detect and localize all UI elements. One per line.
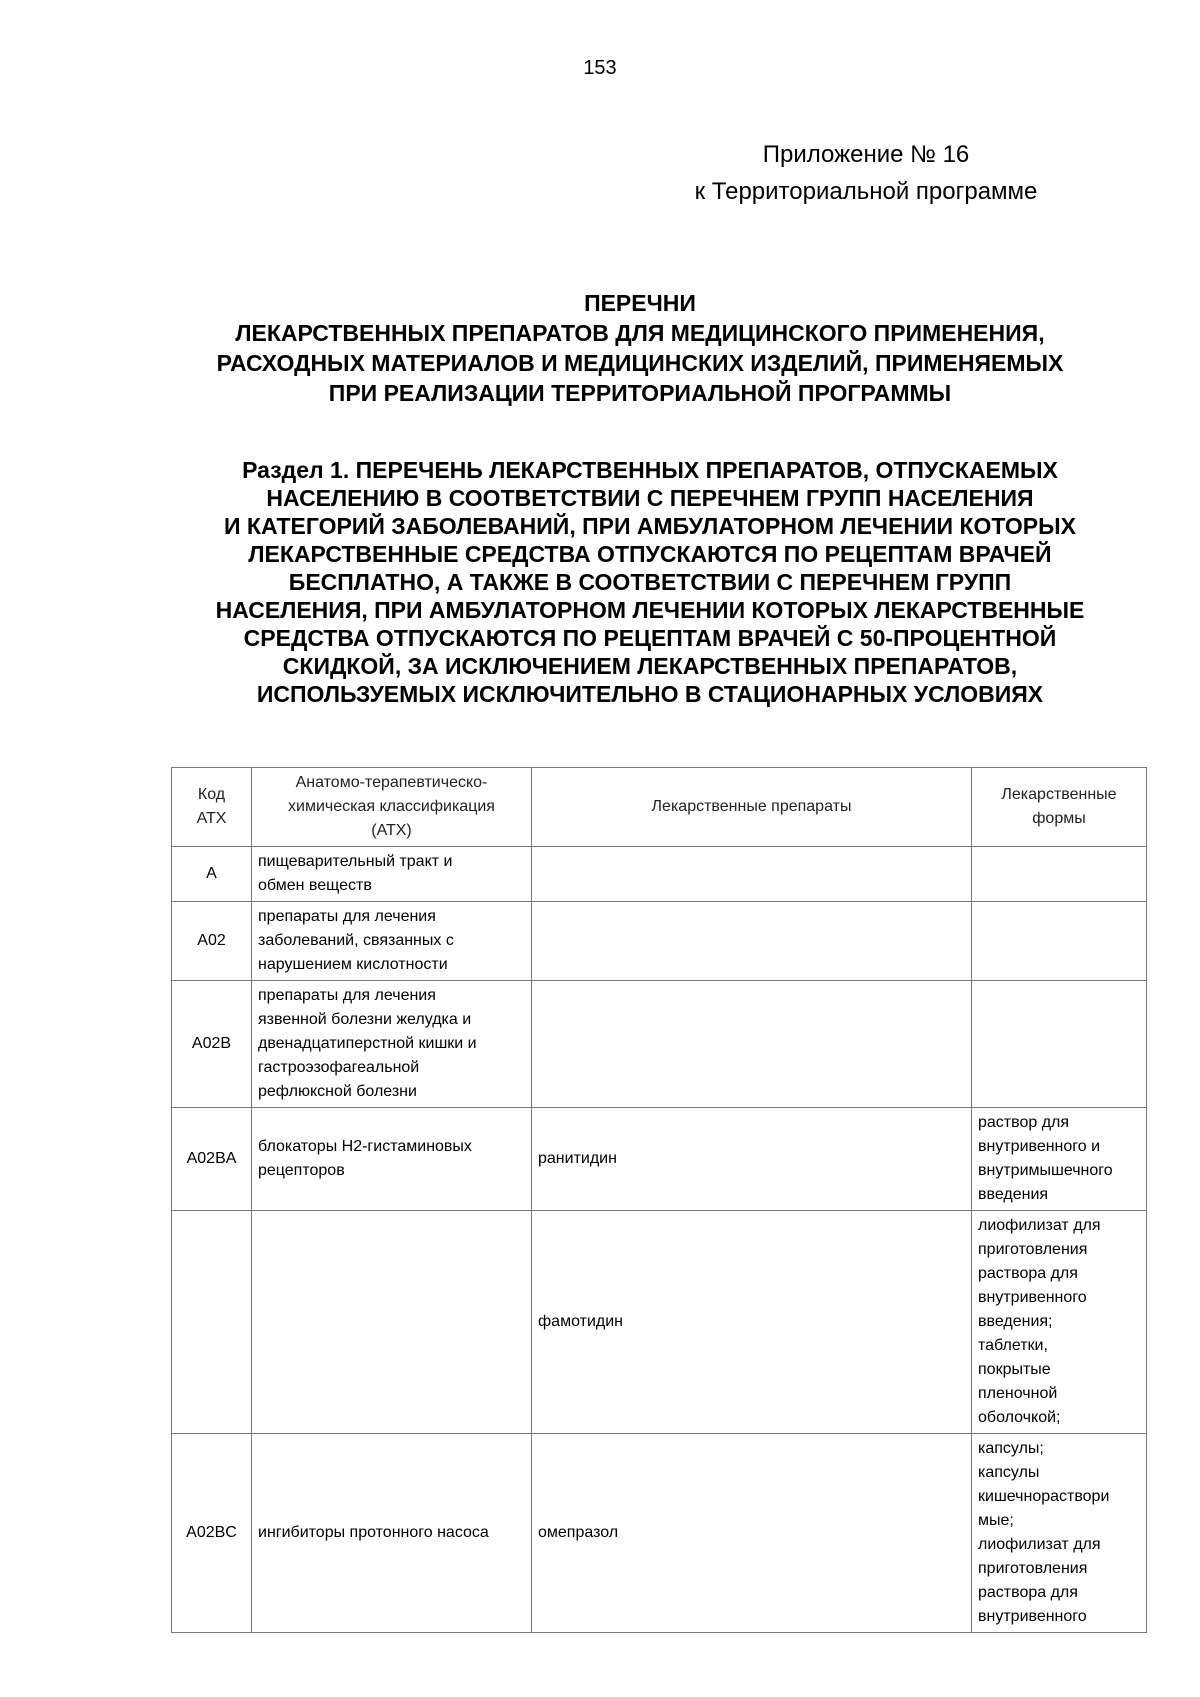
drugs-table (171, 767, 1147, 1633)
title-line: ЛЕКАРСТВЕННЫХ ПРЕПАРАТОВ ДЛЯ МЕДИЦИНСКОГО ПРИМЕНЕНИЯ, (235, 320, 1045, 346)
table-row (172, 981, 1147, 1108)
section-line: ИСПОЛЬЗУЕМЫХ ИСКЛЮЧИТЕЛЬНО В СТАЦИОНАРНЫХ УСЛОВИЯХ (256, 681, 1044, 707)
cell-line: капсулы; (978, 1440, 1044, 1457)
cell-classification (252, 1211, 532, 1434)
cell-line: введения (978, 1186, 1049, 1203)
cell-line: язвенной болезни желудка и (258, 1011, 472, 1028)
cell-line: препараты для лечения (258, 987, 436, 1004)
cell-line: препараты для лечения (258, 908, 436, 925)
cell-drug (532, 981, 972, 1108)
appendix-reference (616, 136, 1116, 210)
cell-line: капсулы (978, 1464, 1040, 1481)
cell-line: покрытые (978, 1361, 1051, 1378)
cell-line: внутримышечного (978, 1162, 1113, 1179)
cell-line: раствор для (978, 1114, 1070, 1131)
cell-line: Анатомо-терапевтическо- (295, 774, 488, 791)
cell-line: мые; (978, 1512, 1014, 1529)
title-line: ПРИ РЕАЛИЗАЦИИ ТЕРРИТОРИАЛЬНОЙ ПРОГРАММЫ (328, 380, 952, 406)
section-line: Раздел 1. ПЕРЕЧЕНЬ ЛЕКАРСТВЕННЫХ ПРЕПАРАТОВ, ОТПУСКАЕМЫХ (242, 457, 1058, 483)
cell-forms (972, 902, 1147, 981)
section-line: И КАТЕГОРИЙ ЗАБОЛЕВАНИЙ, ПРИ АМБУЛАТОРНОМ ЛЕЧЕНИИ КОТОРЫХ (224, 513, 1076, 539)
cell-line: раствора для (978, 1584, 1078, 1601)
table-row (172, 1108, 1147, 1211)
cell-line: гастроэзофагеальной (258, 1059, 420, 1076)
cell-line: лиофилизат для (978, 1536, 1101, 1553)
cell-line: химическая классификация (288, 798, 495, 815)
cell-forms (972, 1434, 1147, 1633)
cell-classification (252, 902, 532, 981)
section-line: СРЕДСТВА ОТПУСКАЮТСЯ ПО РЕЦЕПТАМ ВРАЧЕЙ С 50-ПРОЦЕНТНОЙ (243, 625, 1057, 651)
cell-line: раствора для (978, 1265, 1078, 1282)
cell-line: (АТХ) (371, 822, 412, 839)
section-line: БЕСПЛАТНО, А ТАКЖЕ В СООТВЕТСТВИИ С ПЕРЕЧНЕМ ГРУПП (288, 569, 1012, 595)
cell-line: внутривенного и (978, 1138, 1101, 1155)
cell-forms (972, 1211, 1147, 1434)
cell-classification (252, 981, 532, 1108)
header-code (172, 768, 252, 847)
cell-line: кишечнораствори (978, 1488, 1110, 1505)
table-row (172, 1434, 1147, 1633)
section-line: СКИДКОЙ, ЗА ИСКЛЮЧЕНИЕМ ЛЕКАРСТВЕННЫХ ПРЕПАРАТОВ, (282, 653, 1018, 679)
cell-line: Лекарственные препараты (651, 798, 852, 815)
section-line: НАСЕЛЕНИЮ В СООТВЕТСТВИИ С ПЕРЕЧНЕМ ГРУПП НАСЕЛЕНИЯ (266, 485, 1034, 511)
cell-line: ингибиторы протонного насоса (258, 1524, 489, 1541)
cell-drug: омепразол (532, 1434, 972, 1633)
cell-atc-code: A02B (172, 981, 252, 1108)
table-header-row (172, 768, 1147, 847)
cell-atc-code: A02BA (172, 1108, 252, 1211)
cell-forms (972, 847, 1147, 902)
cell-line: нарушением кислотности (258, 956, 448, 973)
table-row (172, 847, 1147, 902)
cell-line: внутривенного (978, 1289, 1087, 1306)
title-line: РАСХОДНЫХ МАТЕРИАЛОВ И МЕДИЦИНСКИХ ИЗДЕЛИЙ, ПРИМЕНЯЕМЫХ (216, 350, 1064, 376)
cell-atc-code: A02 (172, 902, 252, 981)
drugs-table-body (172, 768, 1147, 1633)
document-title (150, 288, 1130, 408)
cell-drug: фамотидин (532, 1211, 972, 1434)
cell-line: Код (197, 786, 226, 803)
cell-forms (972, 981, 1147, 1108)
title-line: ПЕРЕЧНИ (584, 290, 696, 316)
header-drugs (532, 768, 972, 847)
cell-classification (252, 1434, 532, 1633)
cell-atc-code: A02BC (172, 1434, 252, 1633)
cell-classification (252, 1108, 532, 1211)
cell-forms (972, 1108, 1147, 1211)
cell-line: заболеваний, связанных с (258, 932, 454, 949)
cell-drug (532, 902, 972, 981)
cell-line: двенадцатиперстной кишки и (258, 1035, 477, 1052)
page-number: 153 (583, 57, 617, 79)
cell-line: таблетки, (978, 1337, 1048, 1354)
cell-line: пленочной (978, 1385, 1058, 1402)
section-line: НАСЕЛЕНИЯ, ПРИ АМБУЛАТОРНОМ ЛЕЧЕНИИ КОТОРЫХ ЛЕКАРСТВЕННЫЕ (215, 597, 1085, 623)
cell-line: формы (1032, 810, 1086, 827)
cell-line: блокаторы H2-гистаминовых (258, 1138, 472, 1155)
cell-line: пищеварительный тракт и (258, 853, 453, 870)
cell-line: рецепторов (258, 1162, 345, 1179)
cell-drug (532, 847, 972, 902)
cell-atc-code (172, 1211, 252, 1434)
cell-atc-code: A (172, 847, 252, 902)
cell-line: обмен веществ (258, 877, 372, 894)
header-forms (972, 768, 1147, 847)
cell-line: приготовления (978, 1241, 1088, 1258)
cell-line: введения; (978, 1313, 1053, 1330)
appendix-line-1: Приложение № 16 (762, 141, 970, 168)
cell-drug: ранитидин (532, 1108, 972, 1211)
cell-line: АТХ (196, 810, 227, 827)
cell-line: приготовления (978, 1560, 1088, 1577)
cell-line: внутривенного (978, 1608, 1087, 1625)
table-row (172, 1211, 1147, 1434)
appendix-line-2: к Территориальной программе (694, 178, 1038, 205)
cell-line: лиофилизат для (978, 1217, 1101, 1234)
header-classification (252, 768, 532, 847)
cell-line: рефлюксной болезни (258, 1083, 417, 1100)
section-line: ЛЕКАРСТВЕННЫЕ СРЕДСТВА ОТПУСКАЮТСЯ ПО РЕЦЕПТАМ ВРАЧЕЙ (248, 541, 1052, 567)
table-row (172, 902, 1147, 981)
section-heading (170, 456, 1130, 708)
cell-line: оболочкой; (978, 1409, 1061, 1426)
cell-classification (252, 847, 532, 902)
cell-line: Лекарственные (1001, 786, 1117, 803)
